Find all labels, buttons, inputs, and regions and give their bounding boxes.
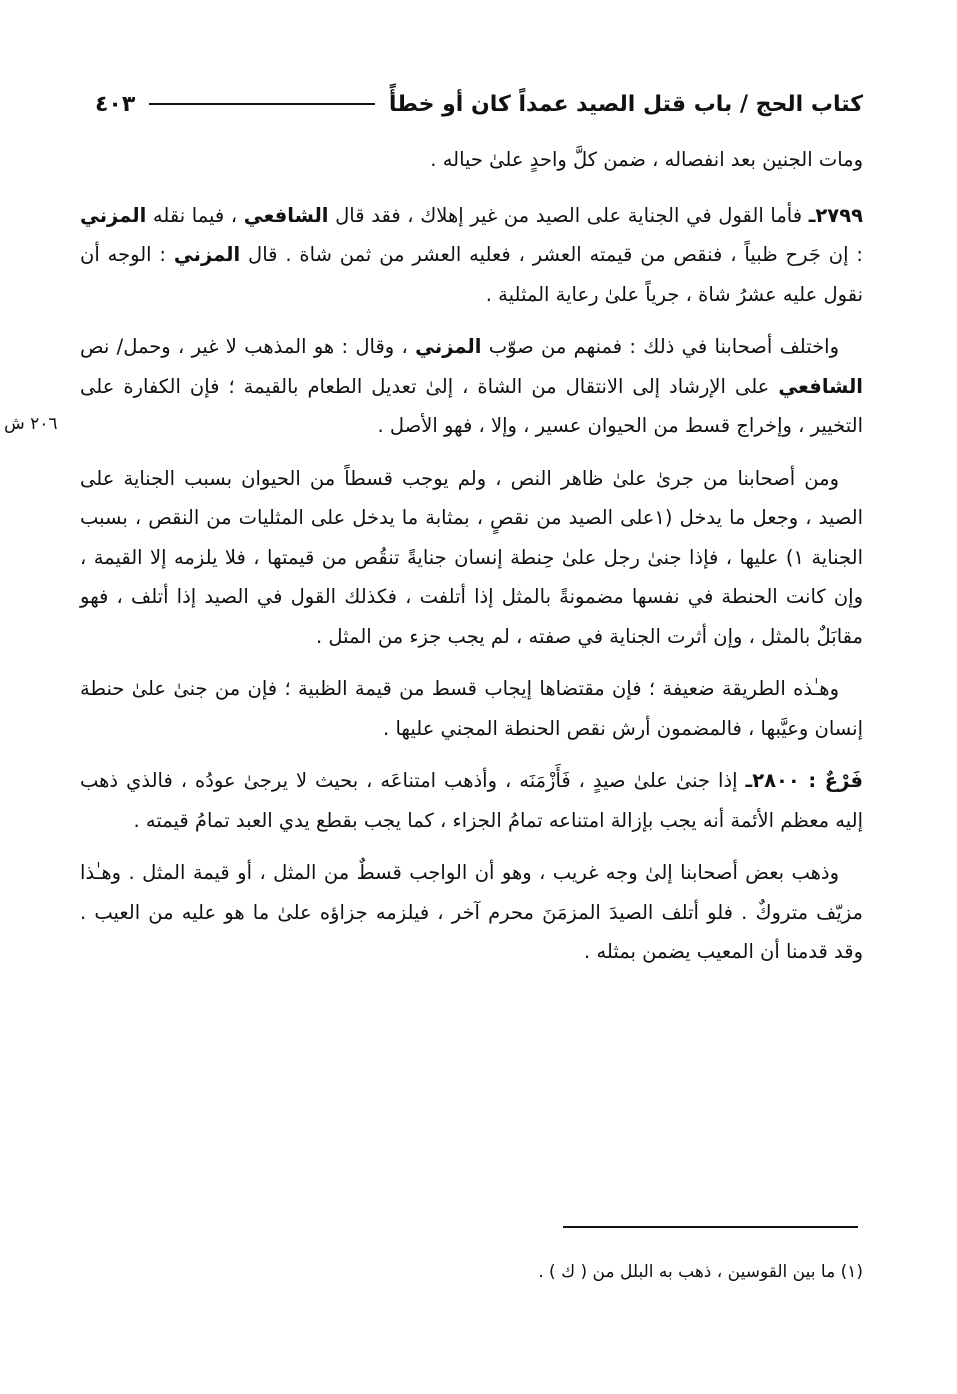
name-muzani: المزني (80, 203, 147, 227)
text-run: وهـٰذه الطريقة ضعيفة ؛ فإن مقتضاها إيجاب قسط من قيمة الظبية ؛ فإن من جنىٰ علىٰ حنطة إنسان وعيَّبها ، فالمضمون أرش نقص الحنطة المجني عليها . (80, 677, 863, 740)
text-run: إذا جنىٰ علىٰ صيدٍ ، فَأَزْمَنَه ، وأذهب امتناعَه ، بحيث لا يرجىٰ عودُه ، فالذي ذهب إليه معظم الأئمة أنه يجب بإزالة امتناعه تمامُ الجزاء ، كما يجب بقطع يدي العبد تمامُ قيمته . (80, 769, 863, 832)
paragraph-literal-view (80, 459, 863, 657)
text-run: ، فيما نقله (146, 203, 244, 227)
text-run: : إن جَرح ظبياً ، فنقص من قيمته العشر ، فعليه العشر من ثمن شاة . قال (240, 243, 863, 266)
name-shafii: الشافعي (778, 374, 863, 398)
running-header (95, 82, 863, 126)
name-muzani: المزني (173, 243, 241, 266)
text-run: ومن أصحابنا من جرىٰ علىٰ ظاهر النص ، ولم يوجب قسطاً من الحيوان بسبب الجناية على الصيد ، وجعل ما يدخل (١على الصيد من نقصٍ ، بمثابة ما يدخل على المثليات من النقص ، بسبب الجناية ١) عليها ، فإذا جنىٰ رجل علىٰ حِنطة إنسان جنايةً تنقُص من قيمتها ، فلا يلزمه إلا القيمة ، وإن كانت الحنطة في نفسها مضمونةً بالمثل إذا أتلفت ، فكذلك القول في الصيد إذا أتلف ، فهو مقابَلٌ بالمثل ، وإن أثرت الجناية في صفته ، لم يجب جزء من المثل . (80, 466, 864, 648)
paragraph-weak-method (80, 669, 863, 748)
header-rule (149, 103, 375, 105)
name-muzani: المزني (415, 335, 482, 358)
paragraph-2799 (80, 196, 863, 315)
footnote: (١) ما بين القوسين ، ذهب به البلل من ( ك ) . (538, 1262, 863, 1282)
paragraph-continuation: ومات الجنين بعد انفصاله ، ضمن كلَّ واحدٍ علىٰ حياله . (430, 148, 863, 171)
header-title: كتاب الحج / باب قتل الصيد عمداً كان أو خطأً (388, 91, 863, 117)
text-run: على الإرشاد إلى الانتقال من الشاة ، إلىٰ تعديل الطعام بالقيمة ؛ فإن الكفارة على التخيير ، وإخراج قسط من الحيوان عسير ، وإلا ، فهو الأصل . (80, 374, 863, 437)
paragraph-strange-view (80, 853, 863, 972)
text-run: فأما القول في الجناية على الصيد من غير إهلاك ، فقد قال (328, 203, 809, 227)
issue-number: : ٢٨٠٠ـ (745, 769, 825, 792)
page-number: ٤٠٣ (95, 91, 136, 117)
marginal-folio-note: ٢٠٦ ش (4, 414, 58, 434)
text-run: : الوجه أن نقول عليه عشرُ شاة ، جرياً علىٰ رعاية المثلية . (80, 243, 863, 306)
main-text (80, 140, 863, 985)
issue-number: ٢٧٩٩ـ (808, 203, 863, 227)
footnote-separator (563, 1226, 858, 1228)
text-run: ، وقال : هو المذهب لا غير ، وحمل/ نص (80, 335, 416, 358)
far-label: فَرْعٌ (824, 769, 863, 792)
text-run: وذهب بعض أصحابنا إلىٰ وجه غريب ، وهو أن الواجب قسطٌ من المثل ، أو قيمة المثل . وهـٰذا مزيّف متروكٌ . فلو أتلف الصيدَ المزمَنَ محرم آخر ، فيلزمه جزاؤه علىٰ ما هو عليه من العيب . وقد قدمنا أن المعيب يضمن بمثله . (80, 861, 863, 963)
name-shafii: الشافعي (243, 203, 329, 227)
paragraph-disagreement (80, 327, 863, 446)
paragraph-2800 (80, 761, 863, 840)
text-run: واختلف أصحابنا في ذلك : فمنهم من صوّب (481, 335, 839, 358)
